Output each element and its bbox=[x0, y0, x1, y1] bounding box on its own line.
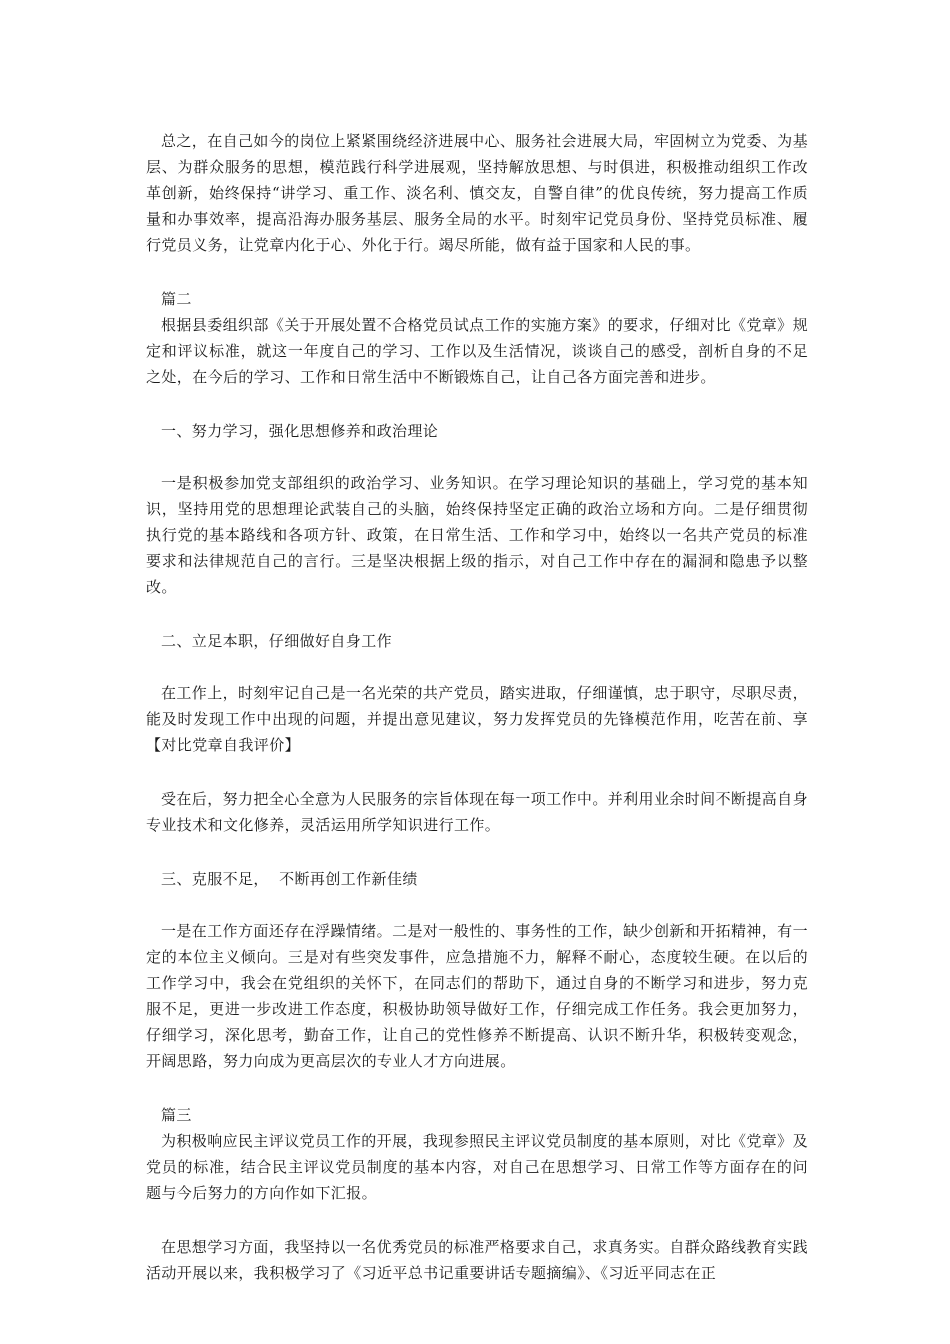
spacer bbox=[146, 758, 808, 786]
paragraph-work: 在工作上，时刻牢记自己是一名光荣的共产党员，踏实进取，仔细谨慎，忠于职守，尽职尽责，能及时发现工作中出现的问题，并提出意见建议，努力发挥党员的先锋模范作用，吃苦在前、享【对比党章自我评价】 bbox=[146, 684, 808, 754]
section-title-2: 篇二 bbox=[161, 290, 192, 308]
paragraph-summary: 总之，在自己如今的岗位上紧紧围绕经济进展中心、服务社会进展大局，牢固树立为党委、为基层、为群众服务的思想，模范践行科学进展观，坚持解放思想、与时俱进，积极推动组织工作改革创新，始终保持“讲学习、重工作、淡名利、慎交友，自警自律”的优良传统，努力提高工作质量和办事效率，提高沿海办服务基层、服务全局的水平。时刻牢记党员身份、坚持党员标准、履行党员义务，让党章内化于心、外化于行。竭尽所能，做有益于国家和人民的事。 bbox=[146, 132, 808, 254]
heading-work: 二、立足本职，仔细做好自身工作 bbox=[161, 632, 393, 650]
spacer bbox=[146, 600, 808, 628]
paragraph-thought: 在思想学习方面，我坚持以一名优秀党员的标准严格要求自己，求真务实。自群众路线教育实践活动开展以来，我积极学习了《习近平总书记重要讲话专题摘编》、《习近平同志在正 bbox=[146, 1238, 808, 1282]
spacer bbox=[146, 390, 808, 418]
paragraph-intro-3: 为积极响应民主评议党员工作的开展，我现参照民主评议党员制度的基本原则，对比《党章》及党员的标准，结合民主评议党员制度的基本内容，对自己在思想学习、日常工作等方面存在的问题与今后努力的方向作如下汇报。 bbox=[146, 1132, 808, 1202]
spacer bbox=[146, 654, 808, 680]
section-title-3: 篇三 bbox=[161, 1106, 192, 1124]
spacer bbox=[146, 1074, 808, 1102]
paragraph-intro-2: 根据县委组织部《关于开展处置不合格党员试点工作的实施方案》的要求，仔细对比《党章》规定和评议标准，就这一年度自己的学习、工作以及生活情况，谈谈自己的感受，剖析自身的不足之处，在今后的学习、工作和日常生活中不断锻炼自己，让自己各方面完善和进步。 bbox=[146, 316, 808, 386]
spacer bbox=[146, 258, 808, 286]
spacer bbox=[146, 1206, 808, 1234]
spacer bbox=[146, 892, 808, 918]
spacer bbox=[146, 838, 808, 866]
paragraph-study: 一是积极参加党支部组织的政治学习、业务知识。在学习理论知识的基础上，学习党的基本知识，坚持用党的思想理论武装自己的头脑，始终保持坚定正确的政治立场和方向。二是仔细贯彻执行党的基本路线和各项方针、政策，在日常生活、工作和学习中，始终以一名共产党员的标准要求和法律规范自己的言行。三是坚决根据上级的指示，对自己工作中存在的漏洞和隐患予以整改。 bbox=[146, 474, 808, 596]
paragraph-work-cont: 受在后，努力把全心全意为人民服务的宗旨体现在每一项工作中。并利用业余时间不断提高自身专业技术和文化修养，灵活运用所学知识进行工作。 bbox=[146, 790, 808, 834]
document-page bbox=[146, 128, 808, 1286]
paragraph-improve: 一是在工作方面还存在浮躁情绪。二是对一般性的、事务性的工作，缺少创新和开拓精神，有一定的本位主义倾向。三是对有些突发事件，应急措施不力，解释不耐心，态度较生硬。在以后的工作学习中，我会在党组织的关怀下，在同志们的帮助下，通过自身的不断学习和进步，努力克服不足，更进一步改进工作态度，积极协助领导做好工作，仔细完成工作任务。我会更加努力，仔细学习，深化思考，勤奋工作，让自己的党性修养不断提高、认识不断升华，积极转变观念，开阔思路，努力向成为更高层次的专业人才方向进展。 bbox=[146, 922, 808, 1070]
heading-study: 一、努力学习，强化思想修养和政治理论 bbox=[161, 422, 439, 440]
heading-improve: 三、克服不足， 不断再创工作新佳绩 bbox=[161, 870, 418, 888]
spacer bbox=[146, 444, 808, 470]
